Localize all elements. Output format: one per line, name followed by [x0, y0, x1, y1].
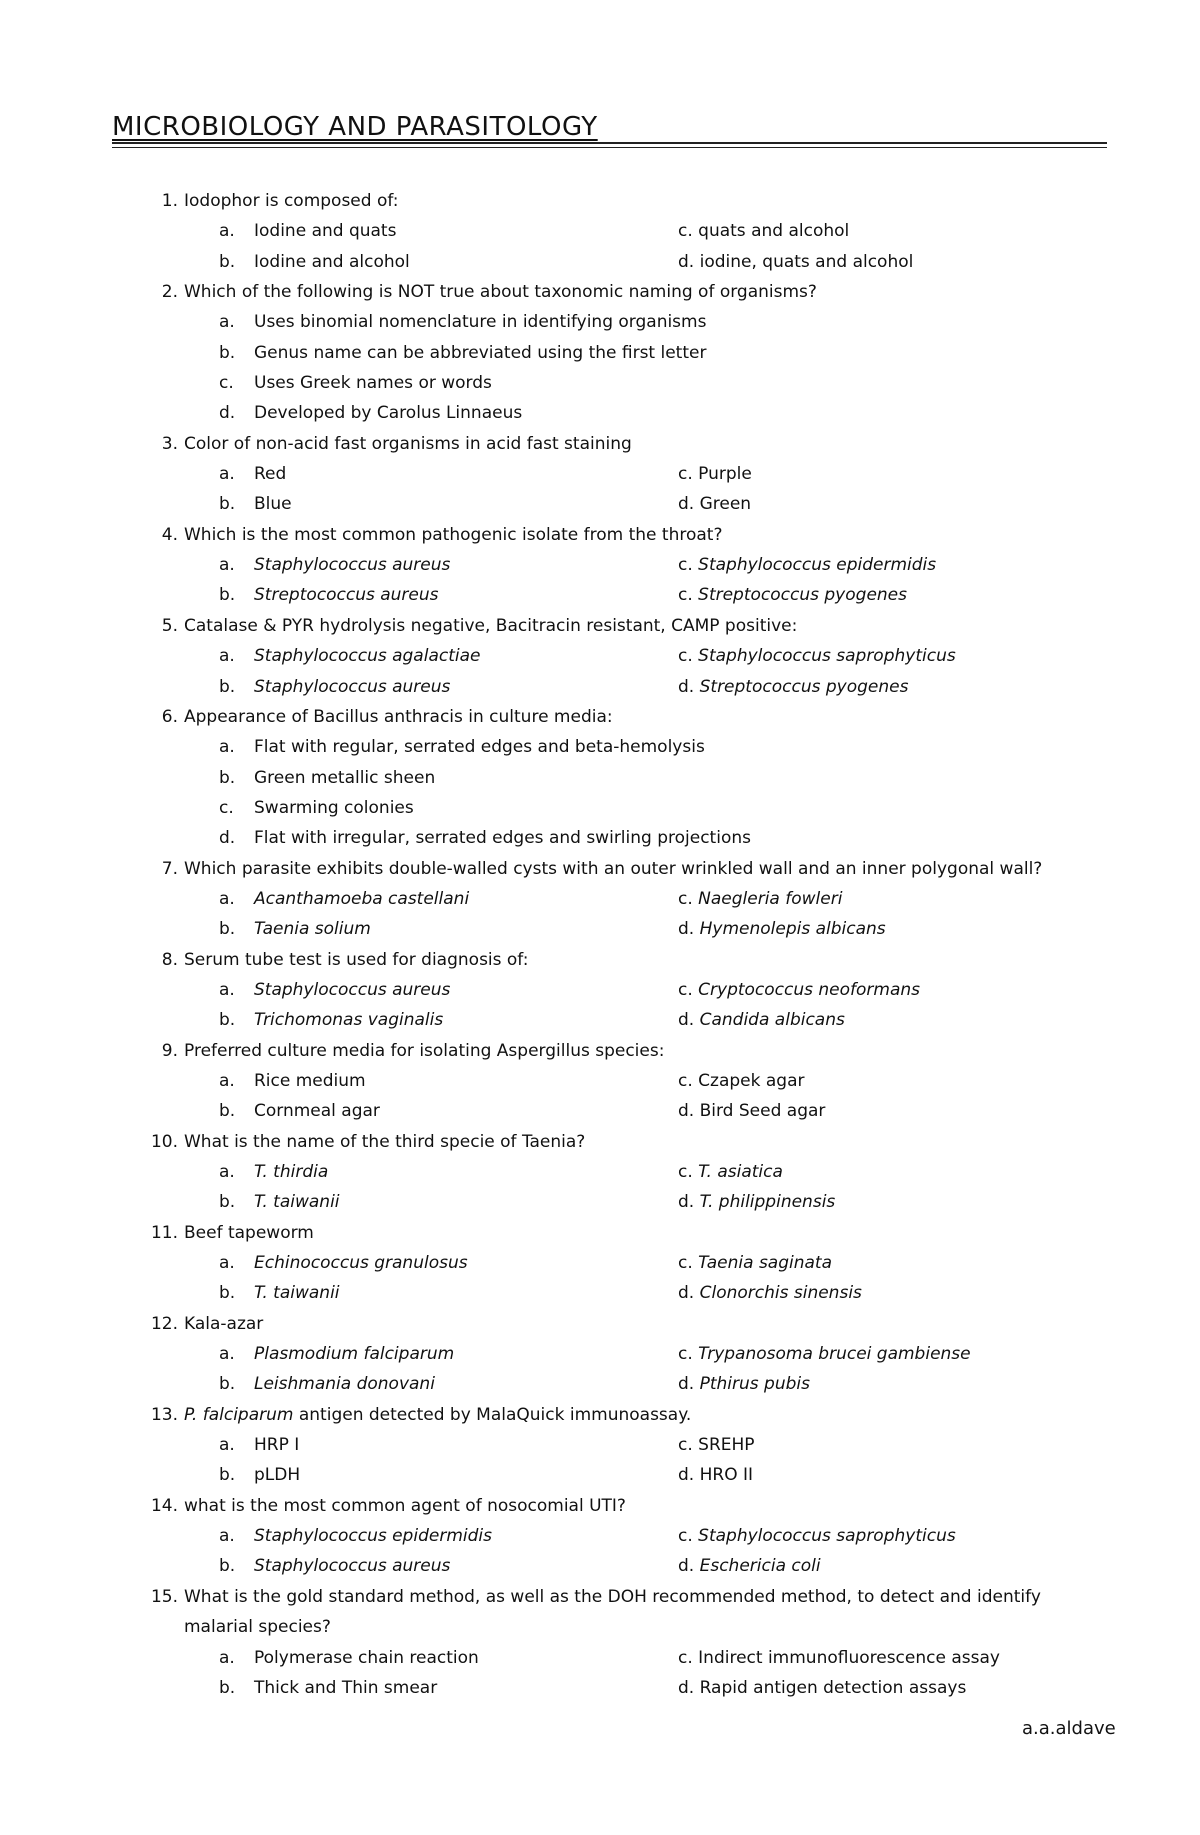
- question-line: [0, 702, 1200, 732]
- option-letter: b.: [219, 1677, 236, 1698]
- option-text-right-name: Trypanosoma brucei gambiense: [698, 1344, 971, 1365]
- option-letter: a.: [219, 1070, 235, 1091]
- question-text-body: What is the name of the third specie of Taenia?: [184, 1131, 586, 1152]
- option-letter: b.: [219, 767, 236, 788]
- option-text: Thick and Thin smear: [254, 1677, 438, 1698]
- option-letter: a.: [219, 312, 235, 333]
- question-number: 9.: [161, 1040, 178, 1061]
- question-text: [184, 1309, 1104, 1339]
- option-text: T. taiwanii: [254, 1283, 340, 1304]
- option-text-right: c. Taenia saginata: [678, 1253, 833, 1274]
- option-text-right: d. Green: [678, 494, 752, 515]
- option-text: Genus name can be abbreviated using the first letter: [254, 342, 707, 363]
- option-text-right-name: Candida albicans: [699, 1010, 845, 1031]
- option-row: [0, 1673, 1200, 1703]
- option-row: [0, 1521, 1200, 1551]
- option-text-right: c. Staphylococcus saprophyticus: [678, 646, 956, 667]
- option-text-right-name: Naegleria fowleri: [698, 888, 843, 909]
- question-text: [184, 945, 1104, 975]
- option-letter: a.: [219, 1344, 235, 1365]
- option-text-right: d. Streptococcus pyogenes: [678, 676, 909, 697]
- question-number: 10.: [150, 1131, 178, 1152]
- option-text-right-name: Clonorchis sinensis: [699, 1283, 862, 1304]
- question-number: 14.: [150, 1495, 178, 1516]
- option-line: [0, 307, 1200, 337]
- option-letter: b.: [219, 1101, 236, 1122]
- option-text-right: d. Clonorchis sinensis: [678, 1283, 862, 1304]
- option-letter: a.: [219, 1647, 235, 1668]
- question-text-body: what is the most common agent of nosocomial UTI?: [184, 1495, 626, 1516]
- option-text: Blue: [254, 494, 292, 515]
- question-line: [0, 1582, 1200, 1643]
- option-letter: d.: [219, 828, 236, 849]
- option-text-right: c. Purple: [678, 464, 752, 485]
- question-number: 13.: [150, 1404, 178, 1425]
- question-number: 2.: [161, 282, 178, 303]
- option-text-right-name: Cryptococcus neoformans: [698, 979, 921, 1000]
- question-text: [184, 1400, 1104, 1430]
- option-text-right: c. T. asiatica: [678, 1162, 783, 1182]
- question-text-body: Color of non-acid fast organisms in acid fast staining: [184, 433, 632, 454]
- option-text: Swarming colonies: [254, 797, 414, 818]
- question-number: 15.: [150, 1586, 178, 1607]
- question-line: [0, 1491, 1200, 1521]
- question-text: [184, 611, 1104, 641]
- option-text-right: c. quats and alcohol: [678, 221, 850, 242]
- option-line: [0, 732, 1200, 762]
- option-row: [0, 641, 1200, 671]
- option-text: Polymerase chain reaction: [254, 1647, 479, 1668]
- question-text-body: Iodophor is composed of:: [184, 191, 399, 211]
- option-letter: a.: [219, 1435, 235, 1456]
- option-text: T. thirdia: [254, 1162, 329, 1182]
- option-text: Streptococcus aureus: [254, 585, 439, 606]
- question-text: [184, 1582, 1104, 1643]
- option-text: Iodine and alcohol: [254, 251, 410, 272]
- option-letter: c.: [219, 373, 234, 394]
- question-text-body: Preferred culture media for isolating Aspergillus species:: [184, 1040, 665, 1061]
- option-row: [0, 247, 1200, 277]
- question-line: [0, 429, 1200, 459]
- option-text-right: d. Eschericia coli: [678, 1556, 821, 1577]
- question-number: 5.: [161, 615, 178, 636]
- option-letter: a.: [219, 888, 235, 909]
- option-letter: b.: [219, 494, 236, 515]
- option-text: Red: [254, 464, 287, 485]
- question-number: 6.: [161, 706, 178, 727]
- option-row: [0, 1248, 1200, 1278]
- option-text: Echinococcus granulosus: [254, 1253, 468, 1274]
- option-text-right: d. Candida albicans: [678, 1010, 845, 1031]
- question-text: [184, 277, 1104, 307]
- option-letter: a.: [219, 1253, 235, 1274]
- option-text-right: c. Staphylococcus saprophyticus: [678, 1526, 956, 1547]
- option-text: Green metallic sheen: [254, 767, 436, 788]
- option-text-right: c. Czapek agar: [678, 1070, 805, 1091]
- option-letter: a.: [219, 1526, 235, 1547]
- option-text-right: c. Trypanosoma brucei gambiense: [678, 1344, 971, 1365]
- option-line: [0, 398, 1200, 428]
- question-text-italic: P. falciparum: [184, 1404, 294, 1425]
- option-row: [0, 1460, 1200, 1490]
- option-letter: b.: [219, 251, 236, 272]
- question-number: 1.: [161, 191, 178, 211]
- question-line: [0, 1218, 1200, 1248]
- question-line: [0, 1127, 1200, 1157]
- option-text-right-name: Staphylococcus saprophyticus: [698, 646, 956, 667]
- option-line: [0, 338, 1200, 368]
- option-row: [0, 672, 1200, 702]
- option-row: [0, 914, 1200, 944]
- option-row: [0, 550, 1200, 580]
- option-letter: a.: [219, 1162, 235, 1182]
- option-line: [0, 793, 1200, 823]
- option-line: [0, 763, 1200, 793]
- question-text: [184, 1127, 1104, 1157]
- option-text: Staphylococcus aureus: [254, 555, 451, 576]
- question-text-body: Which parasite exhibits double-walled cysts with an outer wrinkled wall and an inner polygonal wall?: [184, 858, 1043, 879]
- option-row: [0, 1066, 1200, 1096]
- option-text: Developed by Carolus Linnaeus: [254, 403, 523, 424]
- option-text-right-name: Eschericia coli: [699, 1556, 821, 1577]
- option-text: Flat with irregular, serrated edges and swirling projections: [254, 828, 751, 849]
- question-line: [0, 1036, 1200, 1066]
- option-letter: b.: [219, 1192, 236, 1213]
- option-row: [0, 1551, 1200, 1581]
- option-letter: a.: [219, 221, 235, 242]
- question-text-body: Which is the most common pathogenic isolate from the throat?: [184, 524, 723, 545]
- option-letter: b.: [219, 1374, 236, 1395]
- option-text-right: c. Staphylococcus epidermidis: [678, 555, 937, 576]
- option-text-right: d. iodine, quats and alcohol: [678, 251, 914, 272]
- author-footer: a.a.aldave: [1022, 1718, 1116, 1739]
- option-text-right: d. Bird Seed agar: [678, 1101, 826, 1122]
- question-text-body: Beef tapeworm: [184, 1222, 314, 1243]
- option-text-right: d. HRO II: [678, 1465, 754, 1486]
- option-text: HRP I: [254, 1435, 300, 1456]
- option-row: [0, 1430, 1200, 1460]
- option-letter: a.: [219, 555, 235, 576]
- title-rule: [112, 142, 1107, 144]
- option-text: Staphylococcus epidermidis: [254, 1526, 492, 1547]
- question-text-body: Appearance of Bacillus anthracis in culture media:: [184, 706, 613, 727]
- option-line: [0, 823, 1200, 853]
- option-text: Staphylococcus aureus: [254, 1556, 451, 1577]
- option-text: Staphylococcus agalactiae: [254, 646, 481, 667]
- question-number: 3.: [161, 433, 178, 454]
- option-text: Staphylococcus aureus: [254, 979, 451, 1000]
- option-text: Flat with regular, serrated edges and beta-hemolysis: [254, 737, 705, 758]
- option-text: Trichomonas vaginalis: [254, 1010, 444, 1031]
- question-number: 8.: [161, 949, 178, 970]
- option-text: Uses binomial nomenclature in identifying organisms: [254, 312, 707, 333]
- option-text: Taenia solium: [254, 919, 371, 940]
- question-text: [184, 429, 1104, 459]
- option-text: pLDH: [254, 1465, 301, 1486]
- option-letter: c.: [219, 797, 234, 818]
- option-letter: a.: [219, 737, 235, 758]
- question-text: [184, 854, 1104, 884]
- question-line: [0, 854, 1200, 884]
- question-number: 4.: [161, 524, 178, 545]
- option-row: [0, 1278, 1200, 1308]
- option-text: Acanthamoeba castellani: [254, 888, 470, 909]
- question-text: [184, 186, 1104, 216]
- option-row: [0, 1643, 1200, 1673]
- question-text-body: What is the gold standard method, as well as the DOH recommended method, to detect and identify malarial species?: [184, 1586, 1041, 1638]
- question-text-body: Kala-azar: [184, 1313, 264, 1334]
- page-title: MICROBIOLOGY AND PARASITOLOGY: [112, 112, 598, 142]
- option-text-right: c. Naegleria fowleri: [678, 888, 843, 909]
- option-text-right-name: Hymenolepis albicans: [699, 919, 886, 940]
- option-row: [0, 1096, 1200, 1126]
- option-text: Staphylococcus aureus: [254, 676, 451, 697]
- option-letter: b.: [219, 1556, 236, 1577]
- question-text-body: Catalase & PYR hydrolysis negative, Bacitracin resistant, CAMP positive:: [184, 615, 798, 636]
- option-text-right: d. T. philippinensis: [678, 1192, 836, 1213]
- question-text-body: Serum tube test is used for diagnosis of:: [184, 949, 529, 970]
- option-text-right-name: Streptococcus pyogenes: [699, 676, 909, 697]
- option-text-right: c. Streptococcus pyogenes: [678, 585, 907, 606]
- option-letter: b.: [219, 676, 236, 697]
- question-text-body: antigen detected by MalaQuick immunoassay.: [293, 1404, 692, 1425]
- option-text: Uses Greek names or words: [254, 373, 492, 394]
- question-text: [184, 520, 1104, 550]
- question-number: 11.: [150, 1222, 178, 1243]
- option-letter: b.: [219, 1010, 236, 1031]
- option-text-right: c. SREHP: [678, 1435, 755, 1456]
- option-row: [0, 1187, 1200, 1217]
- question-number: 7.: [161, 858, 178, 879]
- option-letter: a.: [219, 979, 235, 1000]
- option-text-right: d. Pthirus pubis: [678, 1374, 810, 1395]
- question-text: [184, 1036, 1104, 1066]
- option-text-right-name: Staphylococcus saprophyticus: [698, 1526, 956, 1547]
- question-text-body: Which of the following is NOT true about taxonomic naming of organisms?: [184, 282, 817, 303]
- title-rule-thin: [112, 147, 1107, 148]
- option-line: [0, 368, 1200, 398]
- option-row: [0, 975, 1200, 1005]
- option-letter: d.: [219, 403, 236, 424]
- option-text-right: c. Cryptococcus neoformans: [678, 979, 921, 1000]
- option-text-right: d. Hymenolepis albicans: [678, 919, 886, 940]
- question-number: 12.: [150, 1313, 178, 1334]
- question-line: [0, 277, 1200, 307]
- option-letter: b.: [219, 585, 236, 606]
- option-letter: b.: [219, 1465, 236, 1486]
- option-letter: b.: [219, 342, 236, 363]
- option-row: [0, 216, 1200, 246]
- option-row: [0, 884, 1200, 914]
- option-text-right: c. Indirect immunofluorescence assay: [678, 1647, 1000, 1668]
- question-text: [184, 1218, 1104, 1248]
- option-letter: a.: [219, 646, 235, 667]
- option-row: [0, 459, 1200, 489]
- question-line: [0, 611, 1200, 641]
- option-letter: b.: [219, 1283, 236, 1304]
- question-line: [0, 1309, 1200, 1339]
- option-text-right: d. Rapid antigen detection assays: [678, 1677, 967, 1698]
- question-text: [184, 702, 1104, 732]
- option-text-right-name: Taenia saginata: [698, 1253, 833, 1274]
- option-text: Iodine and quats: [254, 221, 397, 242]
- question-line: [0, 1400, 1200, 1430]
- option-text: Leishmania donovani: [254, 1374, 435, 1395]
- option-row: [0, 1339, 1200, 1369]
- option-text-right-name: Staphylococcus epidermidis: [698, 555, 937, 576]
- option-text-right-name: T. philippinensis: [699, 1192, 836, 1213]
- question-text: [184, 1491, 1104, 1521]
- option-row: [0, 580, 1200, 610]
- option-row: [0, 489, 1200, 519]
- question-line: [0, 520, 1200, 550]
- question-line: [0, 945, 1200, 975]
- option-text: Rice medium: [254, 1070, 366, 1091]
- option-letter: a.: [219, 464, 235, 485]
- option-text: T. taiwanii: [254, 1192, 340, 1213]
- option-text-right-name: Pthirus pubis: [699, 1374, 810, 1395]
- option-letter: b.: [219, 919, 236, 940]
- question-list: [0, 186, 1200, 1703]
- option-row: [0, 1369, 1200, 1399]
- option-row: [0, 1157, 1200, 1187]
- option-text: Plasmodium falciparum: [254, 1344, 455, 1365]
- option-text: Cornmeal agar: [254, 1101, 380, 1122]
- option-row: [0, 1005, 1200, 1035]
- question-line: [0, 186, 1200, 216]
- option-text-right-name: Streptococcus pyogenes: [698, 585, 907, 606]
- option-text-right-name: T. asiatica: [698, 1162, 783, 1182]
